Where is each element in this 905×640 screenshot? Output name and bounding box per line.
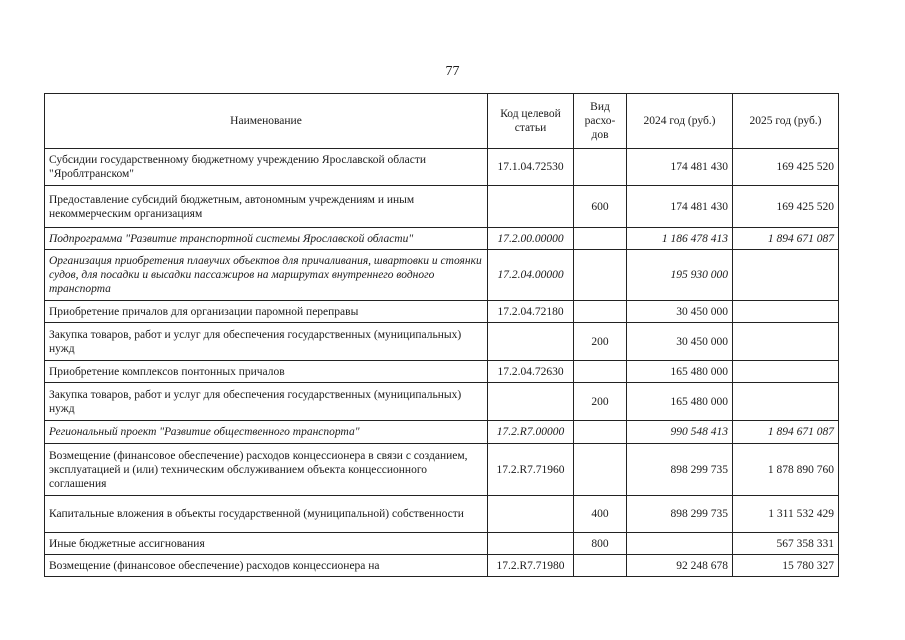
row-2024: 898 299 735 bbox=[627, 444, 733, 496]
row-2025 bbox=[733, 323, 839, 361]
row-name: Региональный проект "Развитие общественного транспорта" bbox=[45, 421, 488, 444]
table-row bbox=[45, 323, 839, 361]
row-2024: 990 548 413 bbox=[627, 421, 733, 444]
row-name: Приобретение комплексов понтонных причалов bbox=[45, 361, 488, 383]
row-2025: 15 780 327 bbox=[733, 555, 839, 577]
row-code bbox=[488, 533, 574, 555]
row-code bbox=[488, 496, 574, 533]
row-2025: 1 894 671 087 bbox=[733, 421, 839, 444]
table-row bbox=[45, 444, 839, 496]
row-2024: 195 930 000 bbox=[627, 250, 733, 301]
row-kind bbox=[574, 301, 627, 323]
header-2025: 2025 год (руб.) bbox=[733, 94, 839, 149]
row-2024: 174 481 430 bbox=[627, 149, 733, 186]
row-name: Приобретение причалов для организации паромной переправы bbox=[45, 301, 488, 323]
row-2024: 898 299 735 bbox=[627, 496, 733, 533]
table-row bbox=[45, 555, 839, 577]
table-row bbox=[45, 149, 839, 186]
row-2024: 165 480 000 bbox=[627, 361, 733, 383]
header-name: Наименование bbox=[45, 94, 488, 149]
table-row bbox=[45, 301, 839, 323]
row-name: Организация приобретения плавучих объектов для причаливания, швартовки и стоянки судов, для посадки и высадки пассажиров на маршрутах внутреннего водного транспорта bbox=[45, 250, 488, 301]
row-code: 17.2.04.00000 bbox=[488, 250, 574, 301]
table-row bbox=[45, 496, 839, 533]
table-row bbox=[45, 533, 839, 555]
row-code: 17.2.R7.00000 bbox=[488, 421, 574, 444]
row-name: Закупка товаров, работ и услуг для обеспечения государственных (муниципальных) нужд bbox=[45, 323, 488, 361]
row-2024: 92 248 678 bbox=[627, 555, 733, 577]
row-name: Предоставление субсидий бюджетным, автономным учреждениям и иным некоммерческим организациям bbox=[45, 186, 488, 228]
table-row bbox=[45, 361, 839, 383]
row-2025: 1 894 671 087 bbox=[733, 228, 839, 250]
row-2024: 174 481 430 bbox=[627, 186, 733, 228]
row-kind bbox=[574, 228, 627, 250]
table-row bbox=[45, 186, 839, 228]
row-kind bbox=[574, 421, 627, 444]
row-2025 bbox=[733, 301, 839, 323]
row-kind bbox=[574, 555, 627, 577]
row-name: Возмещение (финансовое обеспечение) расходов концессионера на bbox=[45, 555, 488, 577]
row-name: Субсидии государственному бюджетному учреждению Ярославской области "Яроблтранском" bbox=[45, 149, 488, 186]
row-code: 17.2.R7.71960 bbox=[488, 444, 574, 496]
row-code bbox=[488, 186, 574, 228]
row-kind: 600 bbox=[574, 186, 627, 228]
row-kind bbox=[574, 444, 627, 496]
budget-table bbox=[44, 93, 839, 577]
table-row bbox=[45, 228, 839, 250]
row-2024: 1 186 478 413 bbox=[627, 228, 733, 250]
row-kind bbox=[574, 250, 627, 301]
row-code: 17.2.04.72180 bbox=[488, 301, 574, 323]
row-kind: 400 bbox=[574, 496, 627, 533]
row-code bbox=[488, 383, 574, 421]
row-2024 bbox=[627, 533, 733, 555]
row-code: 17.1.04.72530 bbox=[488, 149, 574, 186]
row-2025: 1 878 890 760 bbox=[733, 444, 839, 496]
header-code: Код целевой статьи bbox=[488, 94, 574, 149]
row-code bbox=[488, 323, 574, 361]
row-code: 17.2.R7.71980 bbox=[488, 555, 574, 577]
header-row bbox=[45, 94, 839, 149]
table-row bbox=[45, 250, 839, 301]
row-code: 17.2.04.72630 bbox=[488, 361, 574, 383]
page-number: 77 bbox=[445, 64, 460, 79]
row-2024: 30 450 000 bbox=[627, 323, 733, 361]
row-kind: 800 bbox=[574, 533, 627, 555]
table-row bbox=[45, 383, 839, 421]
row-2025 bbox=[733, 250, 839, 301]
row-kind: 200 bbox=[574, 383, 627, 421]
row-kind: 200 bbox=[574, 323, 627, 361]
row-2025: 567 358 331 bbox=[733, 533, 839, 555]
row-name: Капитальные вложения в объекты государственной (муниципальной) собственности bbox=[45, 496, 488, 533]
row-kind bbox=[574, 361, 627, 383]
row-2025: 169 425 520 bbox=[733, 186, 839, 228]
row-2024: 30 450 000 bbox=[627, 301, 733, 323]
row-name: Подпрограмма "Развитие транспортной системы Ярославской области" bbox=[45, 228, 488, 250]
header-kind: Вид расхо-дов bbox=[574, 94, 627, 149]
row-name: Закупка товаров, работ и услуг для обеспечения государственных (муниципальных) нужд bbox=[45, 383, 488, 421]
row-2025: 169 425 520 bbox=[733, 149, 839, 186]
row-name: Возмещение (финансовое обеспечение) расходов концессионера в связи с созданием, эксплуатацией и (или) техническим обслуживанием объекта концессионного соглашения bbox=[45, 444, 488, 496]
row-name: Иные бюджетные ассигнования bbox=[45, 533, 488, 555]
header-2024: 2024 год (руб.) bbox=[627, 94, 733, 149]
row-kind bbox=[574, 149, 627, 186]
row-2024: 165 480 000 bbox=[627, 383, 733, 421]
row-2025 bbox=[733, 383, 839, 421]
row-2025 bbox=[733, 361, 839, 383]
table-row bbox=[45, 421, 839, 444]
row-code: 17.2.00.00000 bbox=[488, 228, 574, 250]
row-2025: 1 311 532 429 bbox=[733, 496, 839, 533]
